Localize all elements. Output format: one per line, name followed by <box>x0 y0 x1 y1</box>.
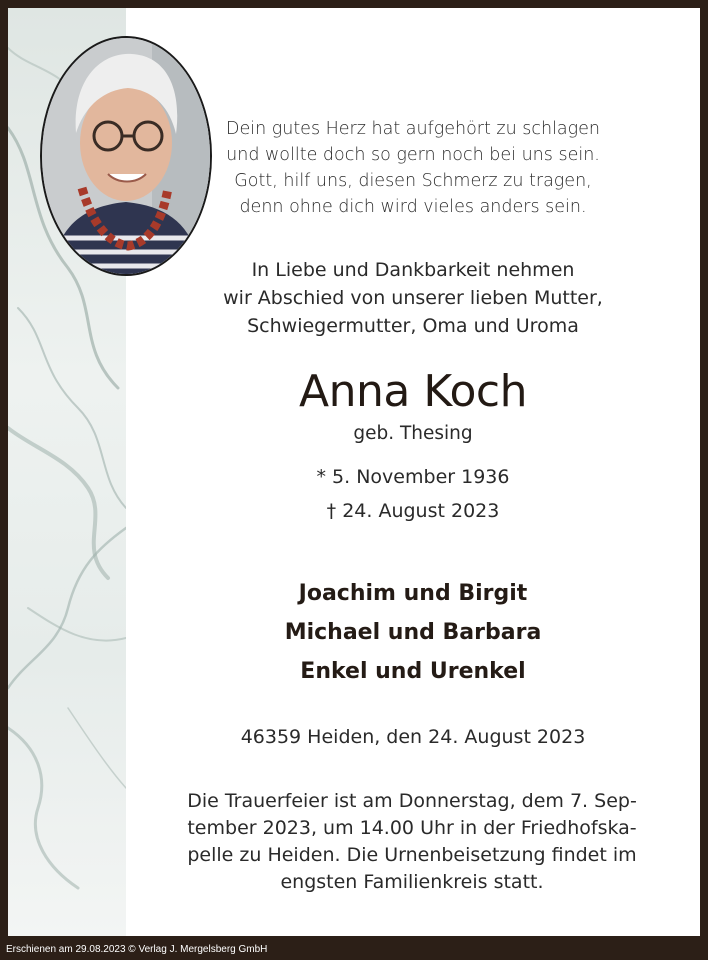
portrait-photo <box>40 36 212 276</box>
funeral-notice <box>176 788 648 896</box>
mourner-line: Michael und Barbara <box>284 620 542 645</box>
intro-line: Schwiegermutter, Oma und Uroma <box>247 315 579 337</box>
poem-line: Gott, hilf uns, diesen Schmerz zu tragen, <box>234 171 592 191</box>
poem-line: und wollte doch so gern noch bei uns sein. <box>226 145 600 165</box>
obituary-card <box>8 8 700 936</box>
mourners-list <box>208 574 618 691</box>
publication-footer: Erschienen am 29.08.2023 © Verlag J. Mergelsberg GmbH <box>6 944 268 955</box>
intro-line: In Liebe und Dankbarkeit nehmen <box>251 259 575 281</box>
deceased-name: Anna Koch <box>299 366 527 417</box>
notice-line: tember 2023, um 14.00 Uhr in der Friedhofska- <box>187 817 637 839</box>
poem-line: denn ohne dich wird vieles anders sein. <box>239 197 587 217</box>
notice-line: Die Trauerfeier ist am Donnerstag, dem 7. Sep- <box>187 790 637 812</box>
poem <box>208 116 618 220</box>
intro-line: wir Abschied von unserer lieben Mutter, <box>223 287 603 309</box>
notice-line: pelle zu Heiden. Die Urnenbeisetzung findet im <box>187 844 637 866</box>
mourner-line: Joachim und Birgit <box>298 581 528 606</box>
farewell-intro <box>208 256 618 340</box>
poem-line: Dein gutes Herz hat aufgehört zu schlagen <box>225 119 601 139</box>
portrait-image <box>42 38 210 274</box>
birth-date: * 5. November 1936 <box>316 466 510 488</box>
place-and-date: 46359 Heiden, den 24. August 2023 <box>240 726 586 748</box>
maiden-name: geb. Thesing <box>353 423 473 444</box>
notice-line: engsten Familienkreis statt. <box>280 871 544 893</box>
death-date: † 24. August 2023 <box>326 500 500 522</box>
mourner-line: Enkel und Urenkel <box>300 659 526 684</box>
